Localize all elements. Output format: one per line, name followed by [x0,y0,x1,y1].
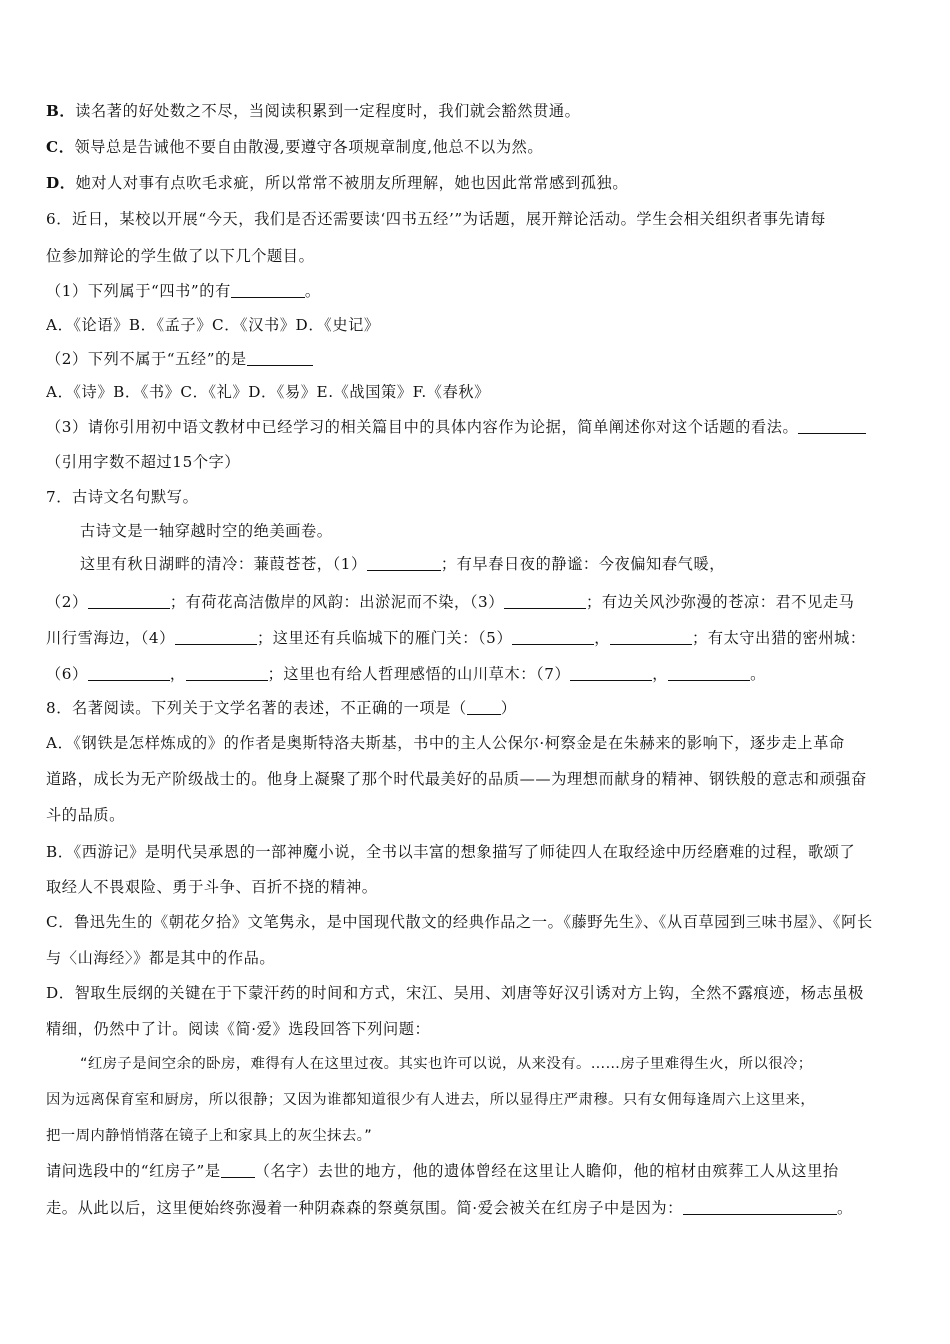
q7-text: 。 [750,665,766,683]
option-label: C． [46,138,75,156]
q8-option-b-line-2: 取经人不畏艰险、勇于斗争、百折不挠的精神。 [46,878,378,896]
q6-sub3-text: （3）请你引用初中语文教材中已经学习的相关篇目中的具体内容作为论据，简单阐述你对这个话题的看法。 [46,418,799,436]
question-text: 。 [836,1199,853,1217]
answer-blank[interactable] [798,418,866,434]
q7-text: 这里有秋日湖畔的清冷：蒹葭苍苍，（1） [80,555,367,573]
q7-line-2 [46,592,908,612]
q7-text: ；这里也有给人哲理感悟的山川草木：（7） [267,665,571,683]
q8-option-a-line-3: 斗的品质。 [46,806,125,824]
answer-blank[interactable] [683,1199,837,1215]
q7-intro: 古诗文是一轴穿越时空的绝美画卷。 [80,522,333,540]
option-c-line [46,137,908,157]
option-text: 她对人对事有点吹毛求疵，所以常常不被朋友所理解，她也因此常常感到孤独。 [75,174,629,192]
q8-option-a-line-1: A．《钢铁是怎样炼成的》的作者是奥斯特洛夫斯基，书中的主人公保尔·柯察金是在朱赫来的影响下，逐步走上革命 [46,734,845,752]
option-b-line [46,101,908,121]
option-label: B． [46,102,76,120]
q6-sub1-end: 。 [304,282,321,300]
q8-title [46,698,908,718]
answer-blank[interactable] [512,629,594,645]
answer-blank[interactable] [247,350,313,366]
q7-text: ；这里还有兵临城下的雁门关：（5） [256,629,513,647]
question-text: （名字）去世的地方，他的遗体曾经在这里让人瞻仰，他的棺材由殡葬工人从这里抬 [254,1162,839,1180]
q7-text: （6） [46,665,88,683]
question-text: 走。从此以后，这里便始终弥漫着一种阴森森的祭奠氛围。简·爱会被关在红房子中是因为： [46,1199,683,1217]
quote-line-1: “红房子是间空余的卧房，难得有人在这里过夜。其实也许可以说，从来没有。……房子里难得生火，所以很冷； [80,1056,813,1072]
question-line-2 [46,1198,908,1218]
option-text: 读名著的好处数之不尽，当阅读积累到一定程度时，我们就会豁然贯通。 [75,102,581,120]
q6-sub2 [46,349,908,369]
q7-text: ， [169,665,186,683]
q6-sub2-text: （2）下列不属于“五经”的是 [46,350,247,368]
q8-option-d-line-1: D．智取生辰纲的关键在于下蒙汗药的时间和方式，宋江、吴用、刘唐等好汉引诱对方上钩，全然不露痕迹，杨志虽极 [46,984,864,1002]
q6-line-1: 6．近日，某校以开展“今天，我们是否还需要读‘四书五经’”为话题，展开辩论活动。学生会相关组织者事先请每 [46,210,826,228]
answer-blank[interactable] [88,665,170,681]
q7-title: 7．古诗文名句默写。 [46,488,199,506]
q8-option-b-line-1: B．《西游记》是明代吴承恩的一部神魔小说，全书以丰富的想象描写了师徒四人在取经途中历经磨难的过程，歌颂了 [46,843,856,861]
answer-blank[interactable] [231,282,305,298]
answer-blank[interactable] [221,1162,255,1178]
answer-blank[interactable] [175,629,257,645]
q7-text: （2） [46,593,88,611]
q7-text: ， [594,629,611,647]
answer-blank[interactable] [186,665,268,681]
answer-blank[interactable] [668,665,750,681]
q7-text: ， [652,665,669,683]
quote-line-3: 把一周内静悄悄落在镜子上和家具上的灰尘抹去。” [46,1128,373,1144]
option-text: 领导总是告诫他不要自由散漫,要遵守各项规章制度,他总不以为然。 [74,138,544,156]
answer-blank[interactable] [367,555,441,571]
answer-blank[interactable] [88,593,170,609]
q7-text: ；有荷花高洁傲岸的风韵：出淤泥而不染，（3） [169,593,505,611]
answer-blank[interactable] [570,665,652,681]
q8-option-d-line-2: 精细，仍然中了计。阅读《简·爱》选段回答下列问题： [46,1020,431,1038]
option-d-line [46,173,908,193]
q6-sub2-options: A．《诗》B．《书》C．《礼》D．《易》E.《战国策》F.《春秋》 [46,383,490,401]
q6-sub1-text: （1）下列属于“四书”的有 [46,282,231,300]
q8-option-a-line-2: 道路，成长为无产阶级战士的。他身上凝聚了那个时代最美好的品质——为理想而献身的精神、钢铁般的意志和顽强奋 [46,770,867,788]
q7-text: ；有早春日夜的静谧：今夜偏知春气暖， [440,555,726,573]
q6-sub1-options: A．《论语》B．《孟子》C．《汉书》D．《史记》 [46,316,380,334]
answer-blank[interactable] [504,593,586,609]
quote-line-2: 因为远离保育室和厨房，所以很静；又因为谁都知道很少有人进去，所以显得庄严肃穆。只有女佣每逢周六上这里来， [46,1092,816,1108]
q6-sub1 [46,281,908,301]
answer-blank[interactable] [610,629,692,645]
q8-title-end: ） [500,699,517,717]
question-line-1 [46,1161,908,1181]
q7-text: 川行雪海边，（4） [46,629,175,647]
q8-option-c-line-1: C．鲁迅先生的《朝花夕拾》文笔隽永，是中国现代散文的经典作品之一。《藤野先生》、《从百草园到三味书屋》、《阿长 [46,913,873,931]
option-label: D． [46,174,76,192]
q6-sub3-note: （引用字数不超过15个字） [46,453,241,471]
q7-text: ；有边关风沙弥漫的苍凉：君不见走马 [586,593,855,611]
q7-line-4 [46,664,908,684]
q8-title-text: 8．名著阅读。下列关于文学名著的表述，不正确的一项是（ [46,699,467,717]
q8-option-c-line-2: 与〈山海经〉》都是其中的作品。 [46,949,276,967]
q7-text: ；有太守出猎的密州城： [692,629,866,647]
q7-line-3 [46,628,908,648]
answer-blank[interactable] [467,699,501,715]
q6-sub3 [46,417,908,437]
q7-line-1 [80,554,908,574]
question-text: 请问选段中的“红房子”是 [46,1162,221,1180]
q6-line-2: 位参加辩论的学生做了以下几个题目。 [46,247,315,265]
